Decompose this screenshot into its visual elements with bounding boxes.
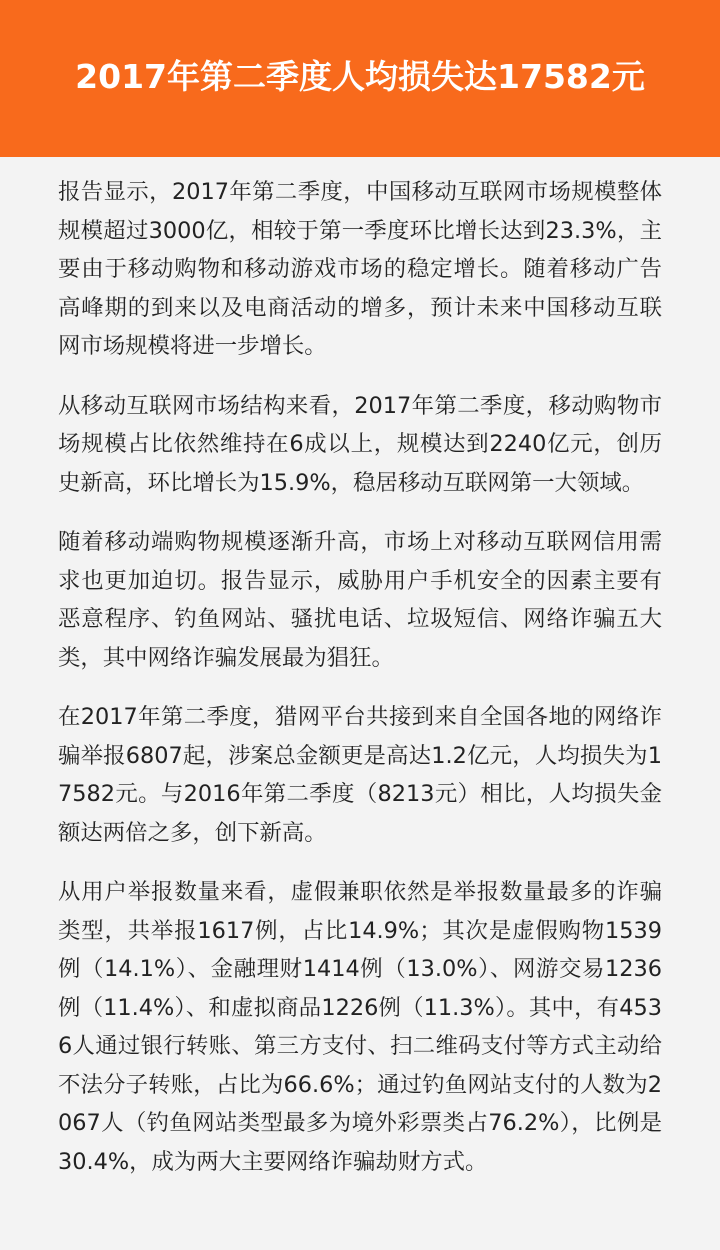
title-banner <box>0 0 720 157</box>
article-paragraph-1: 报告显示，2017年第二季度，中国移动互联网市场规模整体规模超过3000亿，相较于第一季度环比增长达到23.3%，主要由于移动购物和移动游戏市场的稳定增长。随着移动广告高峰期的到来以及电商活动的增多，预计未来中国移动互联网市场规模将进一步增长。 <box>58 179 662 359</box>
article-paragraph-2: 从移动互联网市场结构来看，2017年第二季度，移动购物市场规模占比依然维持在6成以上，规模达到2240亿元，创历史新高，环比增长为15.9%，稳居移动互联网第一大领域。 <box>58 392 662 496</box>
article-body <box>0 157 720 1181</box>
article-paragraph-3: 随着移动端购物规模逐渐升高，市场上对移动互联网信用需求也更加迫切。报告显示，威胁用户手机安全的因素主要有恶意程序、钓鱼网站、骚扰电话、垃圾短信、网络诈骗五大类，其中网络诈骗发展最为猖狂。 <box>58 529 662 671</box>
article-paragraph-4: 在2017年第二季度，猎网平台共接到来自全国各地的网络诈骗举报6807起，涉案总金额更是高达1.2亿元，人均损失为17582元。与2016年第二季度（8213元）相比，人均损失金额达两倍之多，创下新高。 <box>58 704 662 846</box>
article-paragraph-5: 从用户举报数量来看，虚假兼职依然是举报数量最多的诈骗类型，共举报1617例，占比14.9%；其次是虚假购物1539例（14.1%）、金融理财1414例（13.0%）、网游交易1236例（11.4%）、和虚拟商品1226例（11.3%）。其中，有4536人通过银行转账、第三方支付、扫二维码支付等方式主动给不法分子转账，占比为66.6%；通过钓鱼网站支付的人数为2067人（钓鱼网站类型最多为境外彩票类占76.2%），比例是30.4%，成为两大主要网络诈骗劫财方式。 <box>58 879 662 1175</box>
page-title: 2017年第二季度人均损失达17582元 <box>75 57 645 96</box>
